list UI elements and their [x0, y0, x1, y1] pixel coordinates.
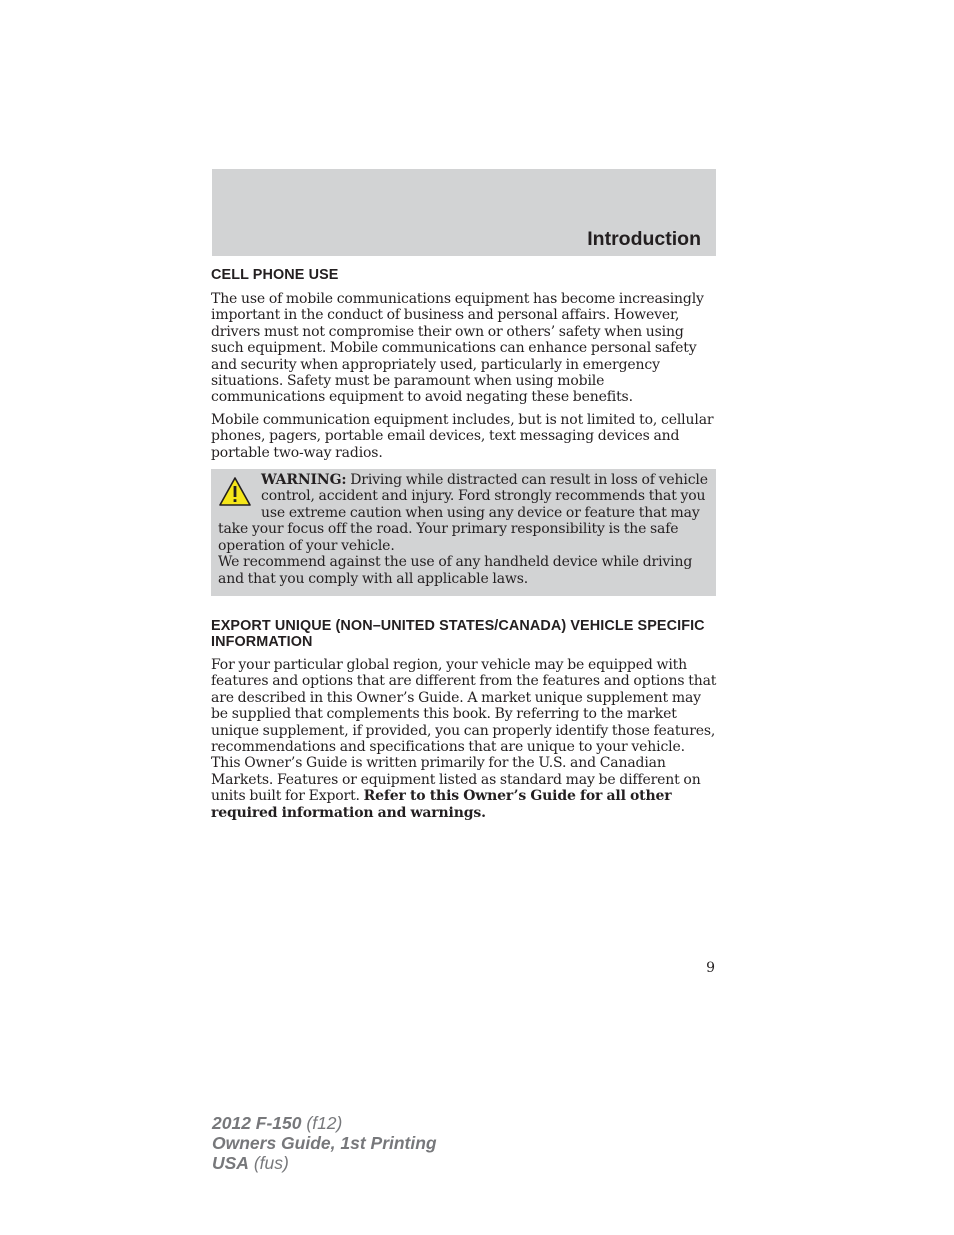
- cell-phone-heading: CELL PHONE USE: [211, 267, 339, 283]
- warning-triangle-icon: [218, 476, 252, 508]
- footer-model: 2012 F-150: [212, 1113, 302, 1133]
- cell-phone-paragraph-1: The use of mobile communications equipment has become increasingly important in the conduct of business and personal affairs. However, drivers must not compromise their own or others’ safety when using such equipment. Mobile communications can enhance personal safety and security when appropriately used, particularly in emergency situations. Safety must be paramount when using mobile communications equipment to avoid negating these benefits.: [211, 291, 704, 406]
- export-paragraph-text: For your particular global region, your vehicle may be equipped with features and options that are different from the features and options that are described in this Owner’s Guide. A market unique supplement may be supplied that complements this book. By referring to the market unique supplement, if provided, you can properly identify those features, recommendations and specifications that are unique to your vehicle. This Owner’s Guide is written primarily for the U.S. and Canadian Markets. Features or equipment listed as standard may be different on units built for Export.: [211, 656, 717, 805]
- warning-box: [211, 469, 716, 596]
- warning-body: Driving while distracted can result in loss of vehicle control, accident and injury. Ford strongly recommends that you use extreme caution when using any device or feature that may take your focus off the road. Your primary responsibility is the safe operation of your vehicle.: [218, 472, 708, 554]
- warning-text: [218, 472, 708, 554]
- cell-phone-paragraph-2: Mobile communication equipment includes, but is not limited to, cellular phones, pagers, portable email devices, text messaging devices and portable two-way radios.: [211, 411, 714, 461]
- footer-market: USA: [212, 1153, 249, 1173]
- footer: [212, 1113, 437, 1173]
- footer-line-1: [212, 1113, 437, 1133]
- footer-line-2: [212, 1133, 437, 1153]
- export-paragraph-bold: Refer to this Owner’s Guide for all other required information and warnings.: [211, 788, 672, 821]
- footer-market-code: (fus): [248, 1153, 289, 1173]
- warning-label: WARNING:: [261, 472, 347, 489]
- export-heading: EXPORT UNIQUE (NON–UNITED STATES/CANADA) VEHICLE SPECIFIC INFORMATION: [211, 617, 705, 650]
- page-number: 9: [706, 960, 715, 976]
- footer-line-3: [212, 1153, 437, 1173]
- footer-edition: Owners Guide, 1st Printing: [212, 1133, 437, 1153]
- warning-text-2: We recommend against the use of any handheld device while driving and that you comply with all applicable laws.: [218, 554, 693, 587]
- section-title: Introduction: [587, 228, 701, 250]
- export-paragraph: [211, 657, 717, 821]
- footer-model-code: (f12): [301, 1113, 343, 1133]
- page-content: [211, 267, 717, 821]
- section-header-band: [212, 169, 716, 256]
